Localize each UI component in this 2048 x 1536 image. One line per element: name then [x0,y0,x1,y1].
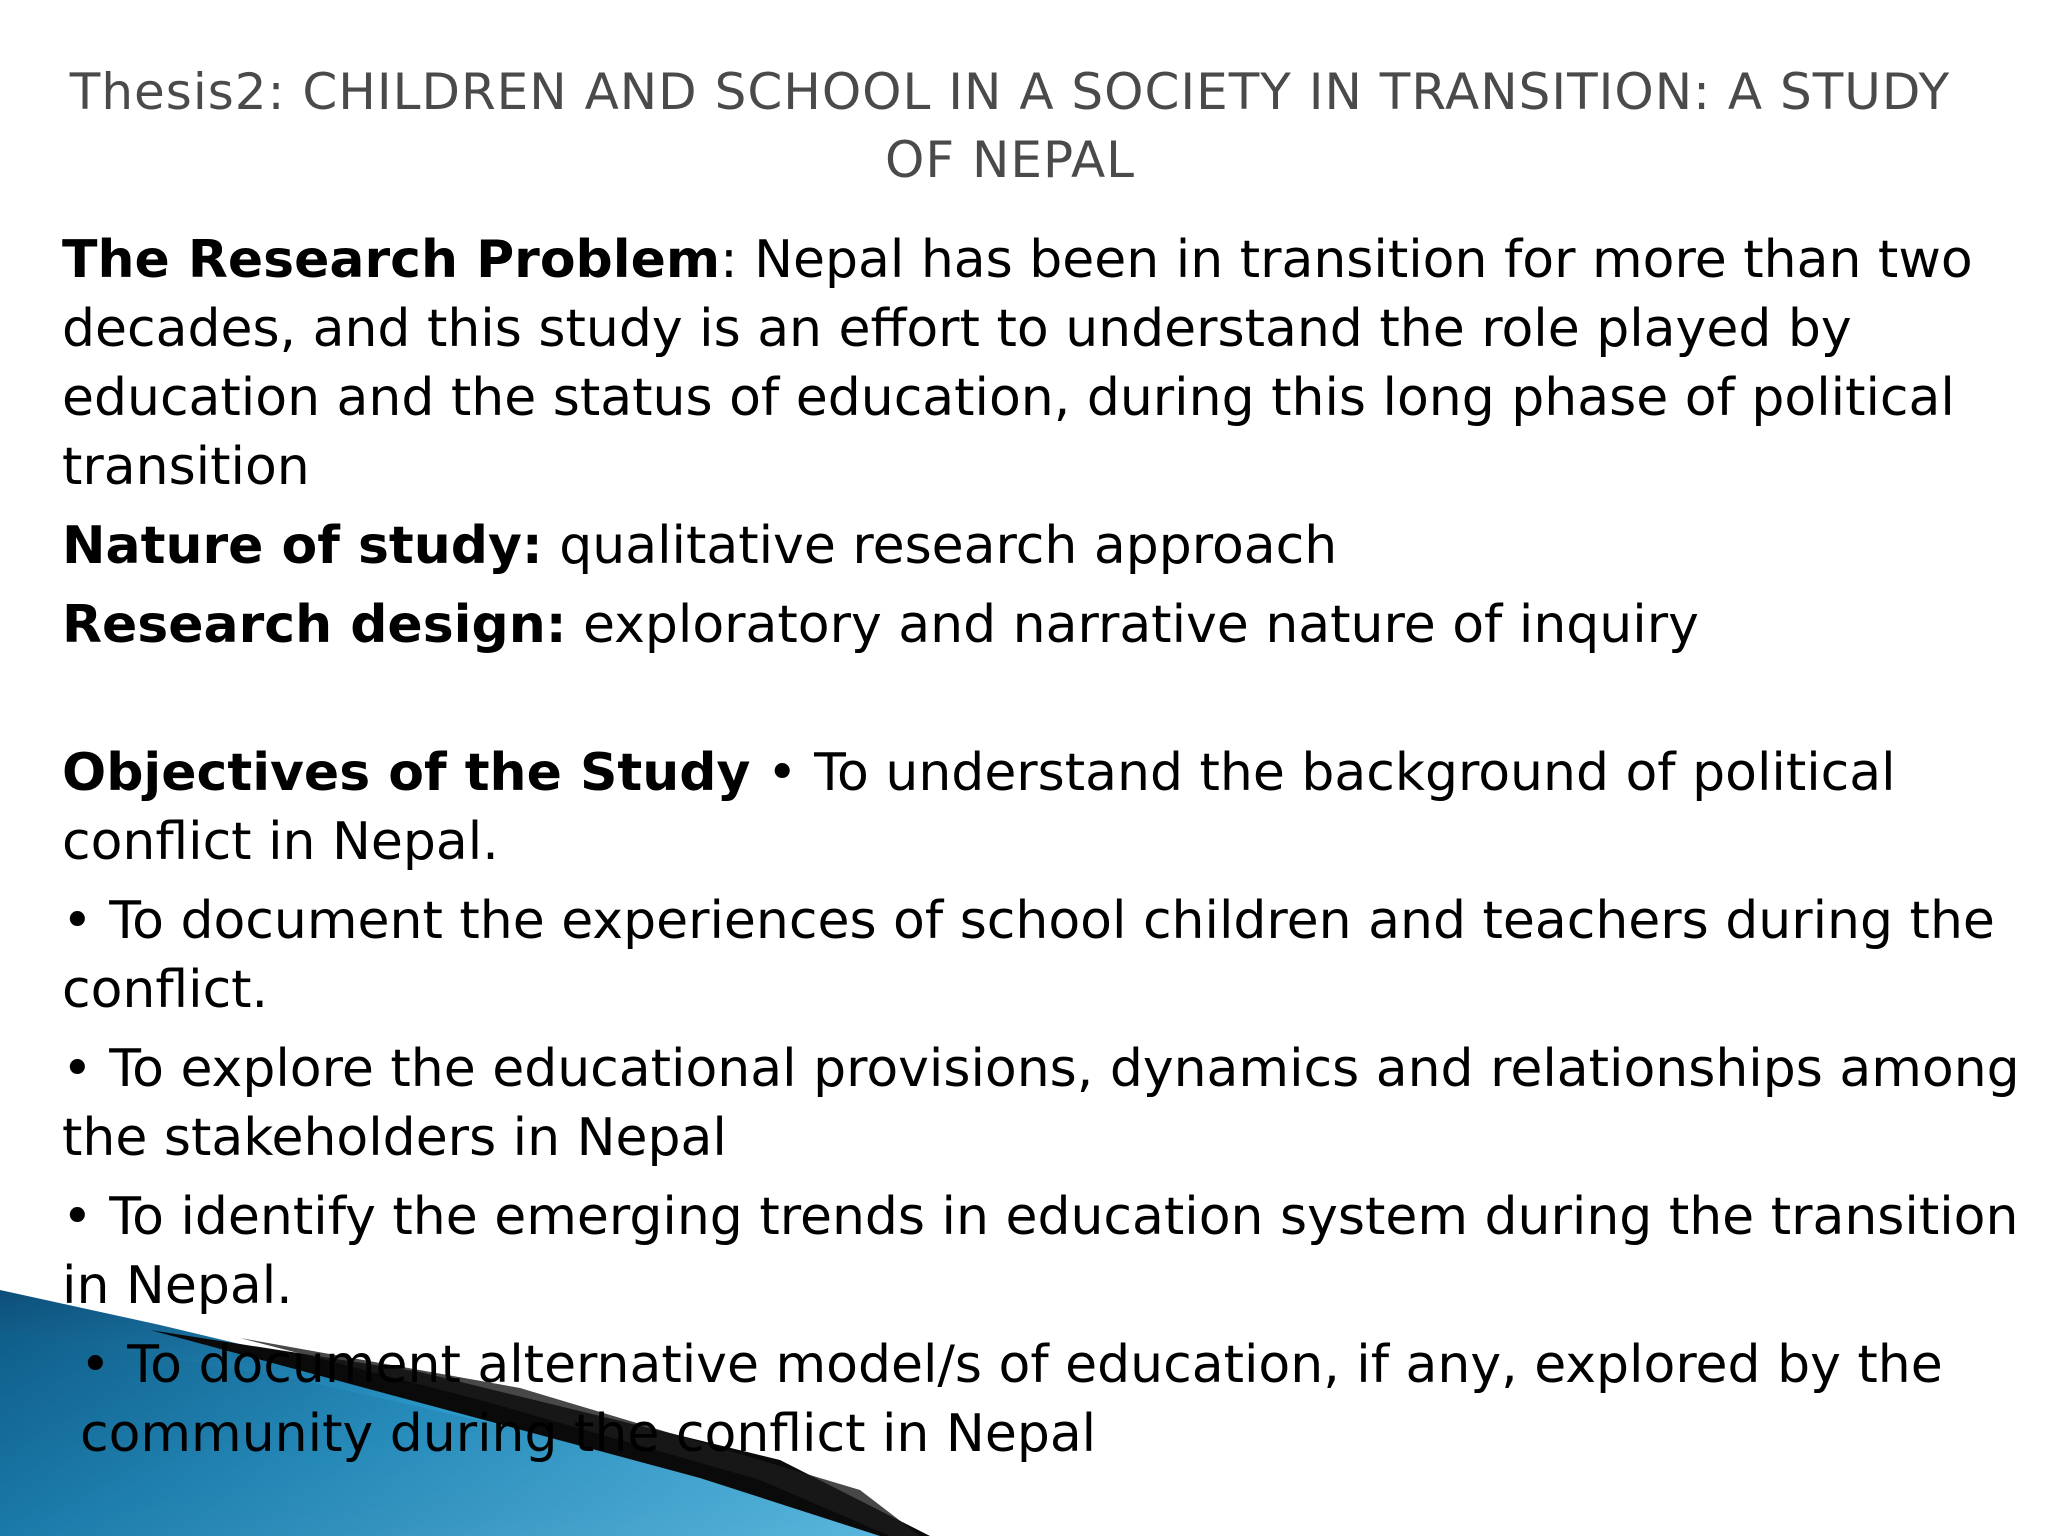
objective-item-1: • To understand the background of political conflict in Nepal. [62,743,1896,872]
objective-item-3: • To explore the educational provisions, dynamics and relationships among the stakeholders in Nepal [62,1039,2020,1168]
spacer [62,670,2027,739]
nature-of-study-paragraph [62,512,2027,581]
objective-item-2: • To document the experiences of school children and teachers during the conflict. [62,891,1995,1020]
objective-item-4: • To identify the emerging trends in education system during the transition in Nepal. [62,1187,2019,1316]
research-design-paragraph [62,591,2027,660]
nature-of-study-label: Nature of study: [62,516,543,576]
research-problem-paragraph [62,226,2027,502]
slide-body [62,226,2027,1479]
research-problem-label: The Research Problem [62,230,721,290]
nature-of-study-text: qualitative research approach [542,516,1338,576]
objectives-label: Objectives of the Study [62,743,751,803]
objective-item-5: • To document alternative model/s of education, if any, explored by the community during the conflict in Nepal [80,1335,1943,1464]
research-problem-text: : Nepal has been in transition for more than two decades, and this study is an effort to understand the role played by education and the status of education, during this long phase of political transition [62,230,1973,497]
research-design-text: exploratory and narrative nature of inquiry [566,595,1699,655]
research-design-label: Research design: [62,595,567,655]
slide-title: Thesis2: CHILDREN AND SCHOOL IN A SOCIETY IN TRANSITION: A STUDY OF NEPAL [69,63,1951,189]
objectives-paragraph [62,739,2027,877]
